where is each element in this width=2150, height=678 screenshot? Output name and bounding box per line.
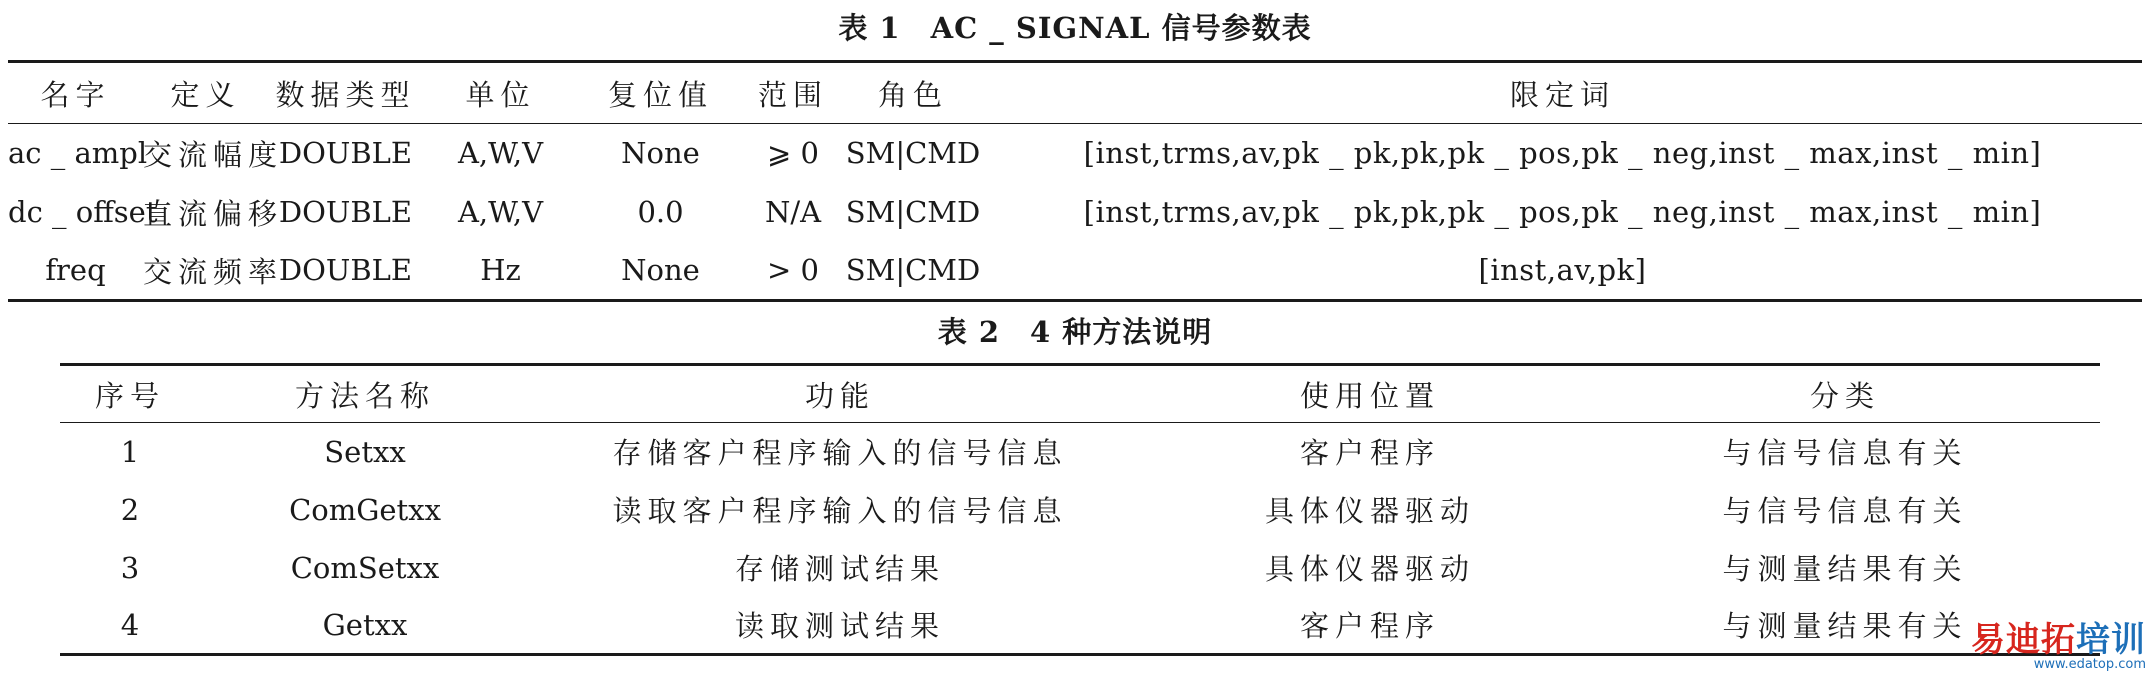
header-category: 分类 [1590,365,2100,423]
cell-function: 读取测试结果 [734,609,945,644]
cell-role: SM|CMD [845,253,981,288]
cell-role: SM|CMD [845,136,981,171]
table-row [60,539,2100,597]
table-row [60,481,2100,539]
method-description-table [60,363,2100,656]
cell-qualifier: [inst,av,pk] [1478,253,1647,288]
cell-usage-location: 具体仪器驱动 [1264,494,1475,528]
table2-header-row [60,365,2100,423]
cell-usage-location: 具体仪器驱动 [1264,552,1475,586]
cell-category: 与测量结果有关 [1722,552,1968,586]
cell-definition: 交流频率 [143,254,284,289]
table-row [60,597,2100,655]
header-index: 序号 [60,365,200,423]
cell-reset-value: None [621,253,700,288]
header-qualifier: 限定词 [983,62,2142,124]
cell-reset-value: None [621,136,700,171]
cell-unit: Hz [480,253,521,288]
table2-caption: 表 2 4 种方法说明 [937,315,1213,349]
header-role: 角色 [843,62,983,124]
cell-usage-location: 客户程序 [1299,609,1440,644]
watermark-brand-a: 易迪拓 [1971,620,2076,660]
cell-range: > 0 [767,253,819,288]
cell-name: ac _ ampl [8,136,148,171]
header-unit: 单位 [423,62,578,124]
cell-category: 与信号信息有关 [1722,494,1968,528]
cell-name: freq [45,253,106,288]
signal-parameter-table [8,60,2142,302]
cell-definition: 直流偏移 [143,196,284,231]
cell-data-type: DOUBLE [278,136,413,171]
cell-method-name: Getxx [322,607,408,642]
cell-method-name: ComGetxx [289,492,441,527]
table-row [8,124,2142,183]
header-name: 名字 [8,62,143,124]
header-range: 范围 [743,62,843,124]
header-method-name: 方法名称 [200,365,530,423]
table-row [60,423,2100,481]
header-data-type: 数据类型 [268,62,423,124]
cell-range: ⩾ 0 [767,136,819,171]
watermark-url: www.edatop.com [2033,657,2146,672]
cell-index: 1 [120,434,140,469]
cell-index: 3 [120,550,140,585]
cell-data-type: DOUBLE [278,253,413,288]
table-row [8,183,2142,242]
table-row [8,242,2142,301]
cell-function: 存储测试结果 [734,552,945,586]
cell-reset-value: 0.0 [637,195,684,229]
cell-name: dc _ offset [8,195,158,229]
watermark-brand [1971,622,2146,658]
cell-function: 读取客户程序输入的信号信息 [612,494,1068,528]
cell-category: 与测量结果有关 [1722,609,1968,644]
cell-usage-location: 客户程序 [1299,436,1440,471]
cell-category: 与信号信息有关 [1722,436,1968,471]
cell-qualifier: [inst,trms,av,pk _ pk,pk,pk _ pos,pk _ neg,inst _ max,inst _ min] [1083,136,2042,171]
header-usage-location: 使用位置 [1150,365,1590,423]
cell-role: SM|CMD [845,195,981,229]
watermark [1971,622,2146,672]
cell-unit: A,W,V [457,195,544,229]
cell-function: 存储客户程序输入的信号信息 [612,436,1068,471]
header-function: 功能 [530,365,1150,423]
cell-method-name: ComSetxx [290,550,440,585]
header-definition: 定义 [143,62,268,124]
cell-range: N/A [764,195,822,229]
cell-data-type: DOUBLE [278,195,413,229]
watermark-brand-b: 培训 [2076,620,2146,660]
table1-header-row [8,62,2142,124]
cell-qualifier: [inst,trms,av,pk _ pk,pk,pk _ pos,pk _ neg,inst _ max,inst _ min] [1083,195,2042,229]
cell-method-name: Setxx [324,434,406,469]
header-reset-value: 复位值 [578,62,743,124]
cell-definition: 交流幅度 [143,137,284,172]
cell-index: 2 [120,492,140,527]
cell-unit: A,W,V [457,136,544,171]
cell-index: 4 [120,607,140,642]
table1-caption: 表 1 AC _ SIGNAL 信号参数表 [838,11,1312,45]
